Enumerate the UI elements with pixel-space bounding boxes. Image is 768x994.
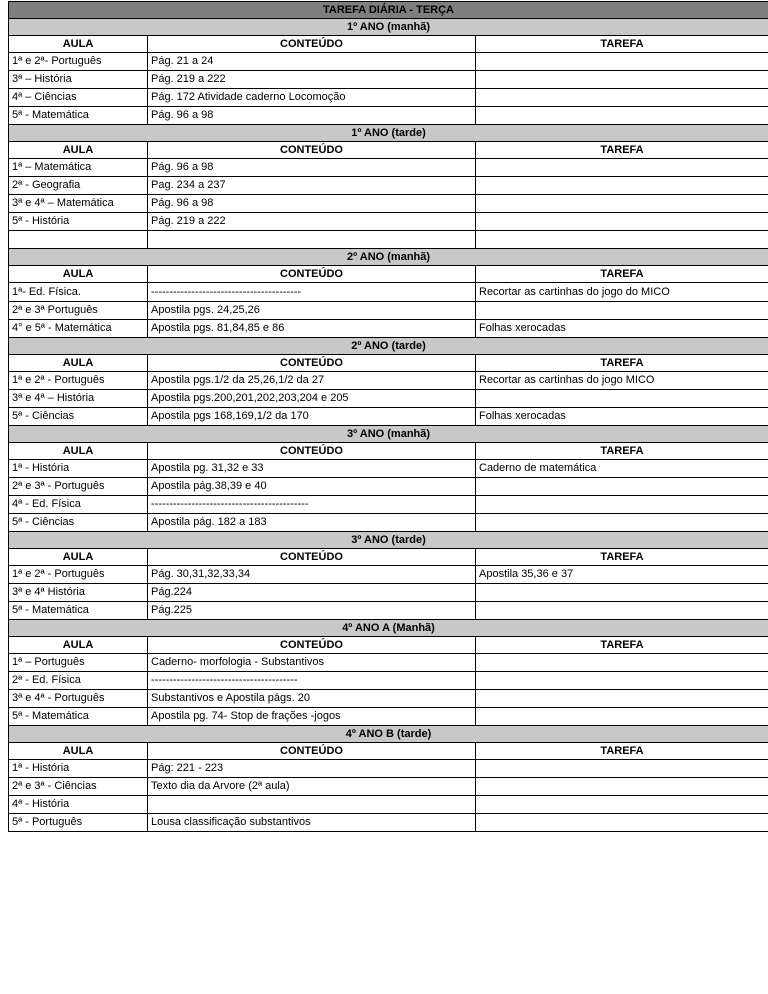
- table-row: [9, 796, 768, 814]
- column-header-row: [9, 549, 768, 566]
- cell-tarefa: [476, 177, 768, 195]
- cell-tarefa: [476, 496, 768, 514]
- cell-tarefa: [476, 760, 768, 778]
- cell-aula: [9, 231, 148, 249]
- cell-aula: 5ª - História: [9, 213, 148, 231]
- cell-conteudo: Pág.224: [148, 584, 476, 602]
- cell-tarefa: [476, 195, 768, 213]
- cell-aula: 3ª e 4ª História: [9, 584, 148, 602]
- cell-aula: 3ª e 4ª – História: [9, 390, 148, 408]
- header-aula: AULA: [9, 743, 148, 760]
- cell-tarefa: [476, 107, 768, 125]
- table-row: [9, 302, 768, 320]
- header-tarefa: TAREFA: [476, 549, 768, 566]
- table-row: [9, 89, 768, 107]
- cell-tarefa: [476, 71, 768, 89]
- cell-conteudo: Pag. 234 a 237: [148, 177, 476, 195]
- cell-tarefa: [476, 390, 768, 408]
- cell-tarefa: [476, 602, 768, 620]
- cell-tarefa: [476, 708, 768, 726]
- cell-aula: 3ª – História: [9, 71, 148, 89]
- cell-conteudo: Pág. 96 a 98: [148, 159, 476, 177]
- table-row: [9, 195, 768, 213]
- table-row: [9, 708, 768, 726]
- sheet-title: TAREFA DIÁRIA - TERÇA: [9, 2, 768, 19]
- header-tarefa: TAREFA: [476, 142, 768, 159]
- cell-aula: 1ª e 2ª - Português: [9, 566, 148, 584]
- cell-tarefa: [476, 159, 768, 177]
- header-tarefa: TAREFA: [476, 266, 768, 283]
- column-header-row: [9, 443, 768, 460]
- cell-tarefa: [476, 514, 768, 532]
- cell-conteudo: Pág: 221 - 223: [148, 760, 476, 778]
- cell-aula: 5ª - Matemática: [9, 107, 148, 125]
- column-header-row: [9, 266, 768, 283]
- table-row: [9, 778, 768, 796]
- cell-aula: 5ª - Matemática: [9, 602, 148, 620]
- cell-aula: 3ª e 4ª – Matemática: [9, 195, 148, 213]
- table-row: [9, 478, 768, 496]
- table-row: [9, 213, 768, 231]
- header-conteudo: CONTEÚDO: [148, 36, 476, 53]
- table-row: [9, 654, 768, 672]
- cell-conteudo: Substantivos e Apostila págs. 20: [148, 690, 476, 708]
- cell-conteudo: Pág. 219 a 222: [148, 213, 476, 231]
- cell-tarefa: [476, 672, 768, 690]
- table-row: [9, 460, 768, 478]
- cell-tarefa: Recortar as cartinhas do jogo MICO: [476, 372, 768, 390]
- cell-aula: 4ª - História: [9, 796, 148, 814]
- header-aula: AULA: [9, 266, 148, 283]
- header-tarefa: TAREFA: [476, 36, 768, 53]
- section-title: 1º ANO (tarde): [9, 125, 768, 142]
- table-row: [9, 584, 768, 602]
- table-row: [9, 760, 768, 778]
- section-row: [9, 338, 768, 355]
- cell-aula: 1ª e 2ª- Português: [9, 53, 148, 71]
- section-title: 4º ANO B (tarde): [9, 726, 768, 743]
- section-row: [9, 620, 768, 637]
- cell-conteudo: [148, 796, 476, 814]
- cell-conteudo: -----------------------------------------: [148, 283, 476, 302]
- cell-aula: 1ª – Português: [9, 654, 148, 672]
- header-tarefa: TAREFA: [476, 443, 768, 460]
- table-row: [9, 71, 768, 89]
- cell-conteudo: -------------------------------------------: [148, 496, 476, 514]
- cell-aula: 1ª - História: [9, 460, 148, 478]
- section-row: [9, 125, 768, 142]
- column-header-row: [9, 743, 768, 760]
- cell-tarefa: [476, 584, 768, 602]
- cell-conteudo: Apostila pgs. 24,25,26: [148, 302, 476, 320]
- header-aula: AULA: [9, 36, 148, 53]
- table-row: [9, 408, 768, 426]
- header-conteudo: CONTEÚDO: [148, 142, 476, 159]
- header-conteudo: CONTEÚDO: [148, 266, 476, 283]
- cell-aula: 2ª e 3ª - Ciências: [9, 778, 148, 796]
- cell-tarefa: [476, 89, 768, 107]
- column-header-row: [9, 355, 768, 372]
- section-title: 3º ANO (manhã): [9, 426, 768, 443]
- header-tarefa: TAREFA: [476, 743, 768, 760]
- cell-conteudo: Pág. 219 a 222: [148, 71, 476, 89]
- column-header-row: [9, 142, 768, 159]
- section-row: [9, 426, 768, 443]
- cell-conteudo: Apostila pg. 31,32 e 33: [148, 460, 476, 478]
- header-aula: AULA: [9, 142, 148, 159]
- cell-tarefa: Folhas xerocadas: [476, 320, 768, 338]
- cell-tarefa: Caderno de matemática: [476, 460, 768, 478]
- cell-conteudo: Pág. 96 a 98: [148, 195, 476, 213]
- table-row: [9, 690, 768, 708]
- cell-conteudo: [148, 231, 476, 249]
- cell-aula: 2ª - Geografia: [9, 177, 148, 195]
- cell-tarefa: [476, 478, 768, 496]
- header-tarefa: TAREFA: [476, 355, 768, 372]
- cell-conteudo: Pág. 21 a 24: [148, 53, 476, 71]
- cell-tarefa: Apostila 35,36 e 37: [476, 566, 768, 584]
- cell-conteudo: Apostila pgs.1/2 da 25,26,1/2 da 27: [148, 372, 476, 390]
- section-title: 3º ANO (tarde): [9, 532, 768, 549]
- table-row: [9, 514, 768, 532]
- cell-conteudo: Apostila pág.38,39 e 40: [148, 478, 476, 496]
- cell-conteudo: Apostila pgs 168,169,1/2 da 170: [148, 408, 476, 426]
- cell-tarefa: Folhas xerocadas: [476, 408, 768, 426]
- cell-aula: 4ª - Ed. Física: [9, 496, 148, 514]
- header-conteudo: CONTEÚDO: [148, 443, 476, 460]
- cell-tarefa: [476, 778, 768, 796]
- schedule-sheet: [8, 1, 768, 832]
- cell-tarefa: [476, 654, 768, 672]
- cell-tarefa: [476, 690, 768, 708]
- section-row: [9, 19, 768, 36]
- header-conteudo: CONTEÚDO: [148, 743, 476, 760]
- cell-aula: 1ª e 2ª - Português: [9, 372, 148, 390]
- cell-aula: 4° e 5ª - Matemática: [9, 320, 148, 338]
- table-row: [9, 566, 768, 584]
- header-conteudo: CONTEÚDO: [148, 355, 476, 372]
- header-conteudo: CONTEÚDO: [148, 549, 476, 566]
- cell-tarefa: [476, 231, 768, 249]
- section-row: [9, 726, 768, 743]
- cell-tarefa: [476, 796, 768, 814]
- section-title: 2º ANO (tarde): [9, 338, 768, 355]
- cell-aula: 4ª – Ciências: [9, 89, 148, 107]
- cell-aula: 2ª - Ed. Física: [9, 672, 148, 690]
- cell-aula: 1ª- Ed. Física.: [9, 283, 148, 302]
- cell-conteudo: Apostila pág. 182 a 183: [148, 514, 476, 532]
- cell-aula: 5ª - Ciências: [9, 408, 148, 426]
- column-header-row: [9, 36, 768, 53]
- header-tarefa: TAREFA: [476, 637, 768, 654]
- cell-aula: 5ª - Ciências: [9, 514, 148, 532]
- cell-aula: 2ª e 3ª Português: [9, 302, 148, 320]
- table-row: [9, 390, 768, 408]
- header-aula: AULA: [9, 637, 148, 654]
- cell-conteudo: Lousa classificação substantivos: [148, 814, 476, 832]
- section-title: 4º ANO A (Manhã): [9, 620, 768, 637]
- table-row: [9, 283, 768, 302]
- cell-tarefa: [476, 53, 768, 71]
- schedule-table: [8, 1, 768, 832]
- cell-conteudo: Apostila pgs.200,201,202,203,204 e 205: [148, 390, 476, 408]
- cell-aula: 2ª e 3ª - Português: [9, 478, 148, 496]
- section-row: [9, 532, 768, 549]
- section-title: 2º ANO (manhã): [9, 249, 768, 266]
- section-row: [9, 249, 768, 266]
- cell-aula: 5ª - Matemática: [9, 708, 148, 726]
- table-row: [9, 159, 768, 177]
- cell-conteudo: Apostila pgs. 81,84,85 e 86: [148, 320, 476, 338]
- table-row: [9, 496, 768, 514]
- cell-aula: 3ª e 4ª - Português: [9, 690, 148, 708]
- column-header-row: [9, 637, 768, 654]
- table-row: [9, 107, 768, 125]
- cell-conteudo: Pág. 172 Atividade caderno Locomoção: [148, 89, 476, 107]
- cell-conteudo: Caderno- morfologia - Substantivos: [148, 654, 476, 672]
- table-row: [9, 602, 768, 620]
- cell-conteudo: Texto dia da Arvore (2ª aula): [148, 778, 476, 796]
- table-row: [9, 231, 768, 249]
- cell-conteudo: Apostila pg. 74- Stop de frações -jogos: [148, 708, 476, 726]
- cell-conteudo: Pág. 30,31,32,33,34: [148, 566, 476, 584]
- table-row: [9, 814, 768, 832]
- cell-aula: 1ª – Matemática: [9, 159, 148, 177]
- table-row: [9, 320, 768, 338]
- cell-conteudo: ----------------------------------------: [148, 672, 476, 690]
- cell-conteudo: Pág. 96 a 98: [148, 107, 476, 125]
- cell-tarefa: Recortar as cartinhas do jogo do MICO: [476, 283, 768, 302]
- header-conteudo: CONTEÚDO: [148, 637, 476, 654]
- table-row: [9, 372, 768, 390]
- table-row: [9, 53, 768, 71]
- cell-tarefa: [476, 213, 768, 231]
- cell-aula: 5ª - Português: [9, 814, 148, 832]
- header-aula: AULA: [9, 443, 148, 460]
- cell-conteudo: Pág.225: [148, 602, 476, 620]
- header-aula: AULA: [9, 355, 148, 372]
- cell-tarefa: [476, 302, 768, 320]
- table-row: [9, 177, 768, 195]
- title-row: [9, 2, 768, 19]
- cell-aula: 1ª - História: [9, 760, 148, 778]
- table-row: [9, 672, 768, 690]
- section-title: 1º ANO (manhã): [9, 19, 768, 36]
- cell-tarefa: [476, 814, 768, 832]
- header-aula: AULA: [9, 549, 148, 566]
